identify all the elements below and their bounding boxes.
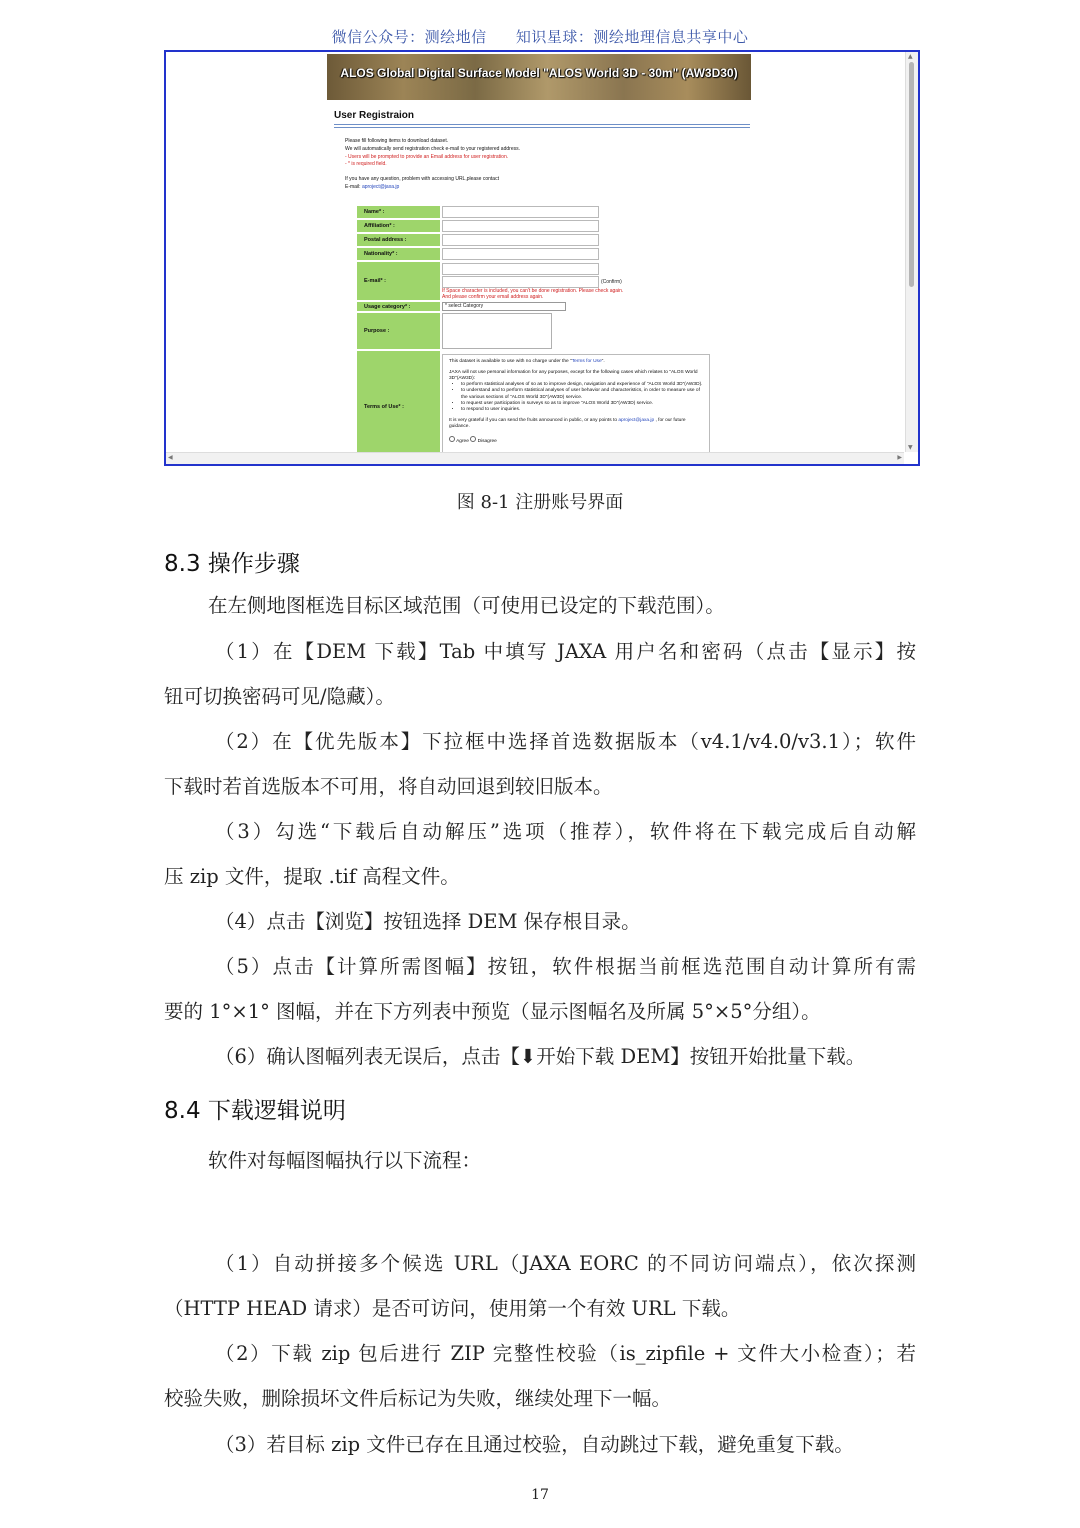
- paragraph-line: （3）勾选“下载后自动解压”选项（推荐），软件将在下载完成后自动解: [215, 820, 916, 843]
- disagree-label: Disagree: [477, 438, 497, 444]
- affiliation-label: Affiliation* :: [357, 220, 440, 232]
- terms-box[interactable]: [442, 354, 710, 461]
- paragraph-line: 压 zip 文件，提取 .tif 高程文件。: [164, 865, 460, 888]
- email-input[interactable]: [442, 263, 599, 275]
- paragraph-line: （1）在【DEM 下载】Tab 中填写 JAXA 用户名和密码（点击【显示】按: [215, 640, 916, 663]
- list-item: • to perform statistical analyses of so as to improve design, navigation and experience of "ALOS World 3D"(AW3D).: [461, 382, 703, 388]
- terms-text: , for our future guidance.: [449, 418, 686, 430]
- email-warning: If Space character is included, you can't be done registration. Please check again.: [442, 287, 624, 294]
- page-header: [0, 26, 1080, 47]
- paragraph-line: 钮可切换密码可见/隐藏）。: [164, 685, 395, 708]
- agree-radio[interactable]: [449, 436, 455, 442]
- terms-text: ".: [601, 358, 605, 364]
- scroll-thumb[interactable]: [909, 62, 914, 287]
- postal-label: Postal address :: [357, 234, 440, 246]
- scroll-down-icon[interactable]: ▼: [908, 444, 913, 451]
- purpose-label: Purpose :: [357, 313, 440, 349]
- intro-note: - * is required field.: [345, 161, 387, 168]
- paragraph-line: （3）若目标 zip 文件已存在且通过校验，自动跳过下载，避免重复下载。: [215, 1433, 854, 1456]
- terms-link[interactable]: Terms for Use: [571, 358, 602, 364]
- registration-screenshot: [164, 50, 920, 466]
- paragraph-line: （2）在【优先版本】下拉框中选择首选数据版本（v4.1/v4.0/v3.1）；软件: [215, 730, 916, 753]
- paragraph-line: （1）自动拼接多个候选 URL（JAXA EORC 的不同访问端点），依次探测: [215, 1252, 916, 1275]
- list-item: • to request user participation in surveys so as to improve "ALOS World 3D"(AW3D) service.: [461, 401, 703, 407]
- list-item: • to understand and to perform statistical analyses of user behavior and characteristics, in order to measure use of the various sections of "ALOS World 3D"(AW3D) service.: [461, 388, 703, 400]
- section-heading: 8.3 操作步骤: [164, 551, 300, 577]
- figure-caption: 图 8-1 注册账号界面: [456, 492, 624, 513]
- list-item: • to respond to user inquiries.: [461, 407, 703, 413]
- email-field-label: E-mail* :: [357, 262, 440, 300]
- intro-line: Please fill following items to download dataset.: [345, 138, 449, 144]
- scroll-up-icon[interactable]: ▲: [908, 53, 913, 60]
- header-zsxq: 知识星球：测绘地理信息共享中心: [515, 28, 749, 46]
- paragraph-line: 校验失败，删除损坏文件后标记为失败，继续处理下一幅。: [164, 1387, 672, 1410]
- section-heading: 8.4 下载逻辑说明: [164, 1098, 346, 1124]
- banner-title: ALOS Global Digital Surface Model "ALOS World 3D - 30m" (AW3D30): [340, 66, 738, 80]
- intro-text: [345, 138, 520, 192]
- registration-form: [355, 204, 712, 465]
- intro-note: - Users will be prompted to provide an Email address for user registration.: [345, 153, 509, 160]
- contact-email-link[interactable]: aproject@jaxa.jp: [361, 183, 400, 190]
- postal-input[interactable]: [442, 234, 599, 246]
- email-warning: And please confirm your email address again.: [442, 293, 544, 300]
- agree-label: Agree: [456, 438, 469, 444]
- affiliation-input[interactable]: [442, 220, 599, 232]
- usage-label: Usage category* :: [357, 302, 440, 311]
- confirm-label: (Confirm): [601, 278, 622, 285]
- header-wechat: 微信公众号：测绘地信: [331, 28, 487, 46]
- paragraph-line: （2）下载 zip 包后进行 ZIP 完整性校验（is_zipfile + 文件大小检查）；若: [215, 1342, 916, 1365]
- terms-email-link[interactable]: aproject@jaxa.jp: [618, 418, 655, 424]
- intro-line: We will automatically send registration check e-mail to your registered address.: [345, 145, 520, 152]
- paragraph-line: （6）确认图幅列表无误后，点击【⬇开始下载 DEM】按钮开始批量下载。: [215, 1045, 866, 1068]
- email-confirm-input[interactable]: [442, 276, 599, 288]
- paragraph-line: 下载时若首选版本不可用，将自动回退到较旧版本。: [164, 775, 613, 798]
- paragraph-line: 软件对每幅图幅执行以下流程：: [208, 1149, 482, 1172]
- terms-list: [449, 382, 703, 413]
- terms-text: It is very grateful if you can send the fruits announced in public, or any points to: [449, 418, 619, 424]
- intro-line: If you have any question, problem with accessing URL,please contact: [345, 176, 499, 183]
- nationality-label: Nationality* :: [357, 248, 440, 260]
- scroll-right-icon[interactable]: ▶: [897, 454, 902, 461]
- scroll-left-icon[interactable]: ◀: [168, 454, 173, 461]
- horizontal-scrollbar[interactable]: [166, 452, 904, 464]
- paragraph-line: 要的 1°×1° 图幅，并在下方列表中预览（显示图幅名及所属 5°×5°分组）。: [164, 1000, 821, 1023]
- page-number: 17: [531, 1487, 549, 1503]
- purpose-textarea[interactable]: [442, 313, 552, 349]
- title-divider: [334, 124, 750, 125]
- paragraph-line: （5）点击【计算所需图幅】按钮，软件根据当前框选范围自动计算所有需: [215, 955, 916, 978]
- paragraph-line: 在左侧地图框选目标区域范围（可使用已设定的下载范围）。: [208, 594, 725, 617]
- paragraph-line: （HTTP HEAD 请求）是否可访问，使用第一个有效 URL 下载。: [164, 1297, 741, 1320]
- registration-title: User Registraion: [334, 110, 415, 121]
- title-divider: [334, 127, 750, 128]
- terms-text: This dataset is available to use with no charge under the ": [449, 358, 572, 364]
- email-label: E-mail:: [345, 183, 362, 190]
- paragraph-line: （4）点击【浏览】按钮选择 DEM 保存根目录。: [215, 910, 641, 933]
- vertical-scrollbar[interactable]: [905, 52, 918, 452]
- name-input[interactable]: [442, 206, 599, 218]
- disagree-radio[interactable]: [470, 436, 476, 442]
- terms-text: JAXA will not use personal information for any purposes, except for the following cases which relates to "ALOS World 3D"(AW3D):: [449, 369, 698, 381]
- usage-category-select[interactable]: * select Category: [442, 302, 566, 311]
- terms-label: Terms of Use* :: [357, 351, 440, 463]
- aw3d30-banner: [327, 54, 751, 100]
- nationality-input[interactable]: [442, 248, 599, 260]
- name-label: Name* :: [357, 206, 440, 218]
